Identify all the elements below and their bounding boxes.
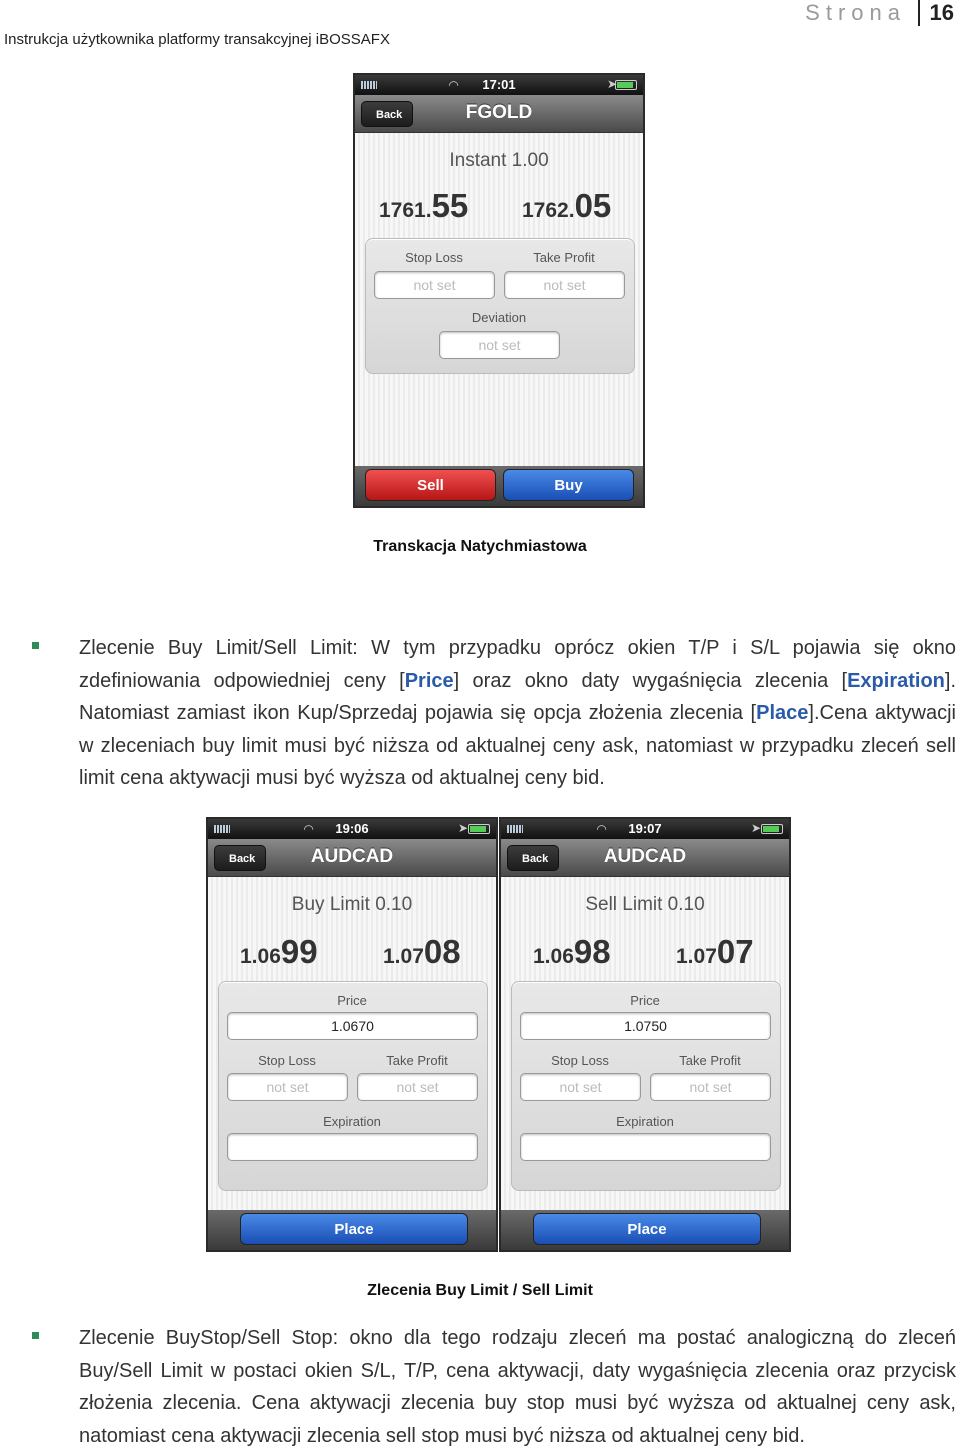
ask-price[interactable] xyxy=(676,933,754,971)
ask-price-small: 1.07 xyxy=(676,945,717,968)
bullet-marker xyxy=(32,1332,39,1339)
order-content xyxy=(355,133,643,468)
bid-price-big: 98 xyxy=(573,933,611,970)
order-type: Sell Limit 0.10 xyxy=(585,894,705,915)
page-label: Strona xyxy=(805,0,906,25)
expiration-label: Expiration xyxy=(323,1114,381,1129)
status-bar xyxy=(501,819,789,839)
price-keyword: Price xyxy=(404,669,454,692)
battery-icon xyxy=(468,824,490,834)
page-number: 16 xyxy=(918,0,954,26)
ask-price-small: 1762. xyxy=(522,199,575,222)
document-title: Instrukcja użytkownika platformy transakcyjnej iBOSSAFX xyxy=(4,31,390,48)
wifi-icon: ◠ xyxy=(449,78,459,92)
nav-title: AUDCAD xyxy=(603,846,687,867)
expiration-label: Expiration xyxy=(616,1114,674,1129)
nav-title: AUDCAD xyxy=(310,846,394,867)
order-content xyxy=(208,877,496,1212)
buy-button[interactable]: Buy xyxy=(503,469,634,501)
expiration-input[interactable] xyxy=(520,1133,771,1161)
limit-orders-paragraph xyxy=(79,632,956,795)
order-panel xyxy=(218,981,488,1191)
ask-price-big: 07 xyxy=(716,933,754,970)
text-segment: ] oraz okno daty wygaśnięcia zlecenia [ xyxy=(453,669,848,692)
expiration-keyword: Expiration xyxy=(847,669,945,692)
action-toolbar xyxy=(355,466,643,506)
order-type: Buy Limit 0.10 xyxy=(291,894,413,915)
stop-loss-input[interactable]: not set xyxy=(374,271,495,299)
status-time: 19:07 xyxy=(628,821,662,836)
nav-bar xyxy=(208,839,496,877)
wifi-icon: ◠ xyxy=(304,822,314,836)
deviation-label: Deviation xyxy=(471,310,527,325)
location-icon: ➤ xyxy=(751,821,762,835)
nav-title: FGOLD xyxy=(465,102,533,123)
take-profit-input[interactable]: not set xyxy=(650,1073,771,1101)
page-header xyxy=(0,0,960,56)
place-button[interactable]: Place xyxy=(533,1213,761,1245)
take-profit-label: Take Profit xyxy=(533,250,595,265)
battery-icon xyxy=(761,824,783,834)
sell-button[interactable]: Sell xyxy=(365,469,496,501)
status-time: 19:06 xyxy=(335,821,369,836)
stop-loss-input[interactable]: not set xyxy=(227,1073,348,1101)
nav-bar xyxy=(501,839,789,877)
deviation-input[interactable]: not set xyxy=(439,331,560,359)
back-button[interactable]: Back xyxy=(361,101,413,127)
stop-loss-label: Stop Loss xyxy=(551,1053,609,1068)
status-time: 17:01 xyxy=(482,77,516,92)
back-button[interactable]: Back xyxy=(507,845,559,871)
status-bar xyxy=(355,75,643,95)
ask-price-big: 05 xyxy=(574,187,612,224)
take-profit-label: Take Profit xyxy=(386,1053,448,1068)
bid-price-small: 1.06 xyxy=(240,945,281,968)
wifi-icon: ◠ xyxy=(597,822,607,836)
price-label: Price xyxy=(337,993,367,1008)
place-keyword: Place xyxy=(756,702,809,724)
stop-loss-label: Stop Loss xyxy=(258,1053,316,1068)
bullet-marker xyxy=(32,642,39,649)
expiration-input[interactable] xyxy=(227,1133,478,1161)
bid-price-big: 55 xyxy=(431,187,469,224)
price-input[interactable]: 1.0670 xyxy=(227,1012,478,1040)
ask-price-small: 1.07 xyxy=(383,945,424,968)
caption-limit-orders: Zlecenia Buy Limit / Sell Limit xyxy=(367,1282,593,1299)
bid-price-small: 1761. xyxy=(379,199,432,222)
price-label: Price xyxy=(630,993,660,1008)
order-panel xyxy=(365,238,635,374)
text-segment: Zlecenie Buy Limit/Sell Limit: W tym przypadku oprócz okien T/P i S/L pojawia się okno zdefiniowania odpowiedniej ceny [ xyxy=(79,637,956,692)
take-profit-input[interactable]: not set xyxy=(504,271,625,299)
ask-price[interactable] xyxy=(522,187,611,225)
bid-price[interactable] xyxy=(379,187,468,225)
nav-bar xyxy=(355,95,643,133)
phone-screenshot-buy-limit xyxy=(206,817,498,1252)
text-segment: ]. Natomiast zamiast ikon Kup/Sprzedaj pojawia się opcja złożenia zlecenia [ xyxy=(79,669,957,724)
battery-icon xyxy=(615,80,637,90)
bid-price[interactable] xyxy=(240,933,318,971)
stop-loss-label: Stop Loss xyxy=(405,250,463,265)
bullet-stop-orders xyxy=(32,1322,958,1448)
action-toolbar xyxy=(208,1210,496,1250)
bullet-limit-orders xyxy=(32,632,958,794)
bid-price-big: 99 xyxy=(280,933,318,970)
phone-screenshot-sell-limit xyxy=(499,817,791,1252)
location-icon: ➤ xyxy=(458,821,469,835)
order-type: Instant 1.00 xyxy=(449,150,549,171)
place-button[interactable]: Place xyxy=(240,1213,468,1245)
ask-price-big: 08 xyxy=(423,933,461,970)
take-profit-input[interactable]: not set xyxy=(357,1073,478,1101)
caption-instant: Transkacja Natychmiastowa xyxy=(373,538,587,555)
stop-loss-input[interactable]: not set xyxy=(520,1073,641,1101)
bid-price-small: 1.06 xyxy=(533,945,574,968)
order-panel xyxy=(511,981,781,1191)
location-icon: ➤ xyxy=(607,77,618,91)
bid-price[interactable] xyxy=(533,933,611,971)
price-input[interactable]: 1.0750 xyxy=(520,1012,771,1040)
stop-orders-paragraph: Zlecenie BuyStop/Sell Stop: okno dla tego rodzaju zleceń ma postać analogiczną do zleceń Buy/Sell Limit w postaci okien S/L, T/P, cena aktywacji, daty wygaśnięcia zlecenia oraz przycisk złożenia zlecenia. Cena aktywacji zlecenia buy stop musi być wyższa od aktualnej ceny ask, natomiast cena aktywacji zlecenia sell stop musi być niższa od aktualnej ceny bid. xyxy=(79,1327,956,1447)
phone-screenshot-instant xyxy=(353,73,645,508)
take-profit-label: Take Profit xyxy=(679,1053,741,1068)
order-content xyxy=(501,877,789,1212)
ask-price[interactable] xyxy=(383,933,461,971)
status-bar xyxy=(208,819,496,839)
action-toolbar xyxy=(501,1210,789,1250)
back-button[interactable]: Back xyxy=(214,845,266,871)
text-segment: ].Cena aktywacji w zleceniach buy limit musi być niższa od aktualnej ceny ask, natomiast w przypadku zleceń sell limit cena aktywacji musi być wyższa od aktualnej ceny bid. xyxy=(79,702,956,789)
